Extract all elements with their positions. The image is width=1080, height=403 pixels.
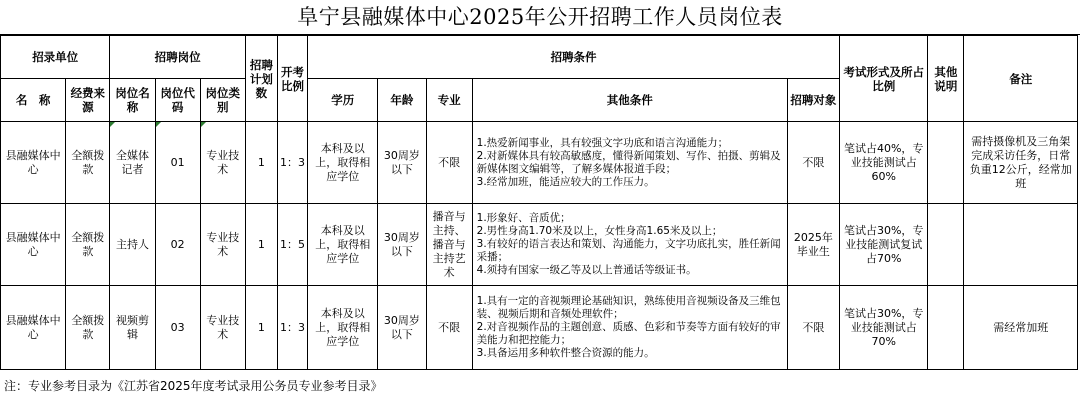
cell-other-conditions (472, 122, 787, 204)
table-row (1, 286, 1078, 370)
cell-education: 本科及以上，取得相应学位 (308, 286, 378, 370)
cell-funding: 全额拨款 (66, 286, 110, 370)
header-exam-ratio: 开考比例 (277, 36, 307, 122)
cell-ratio: 1：5 (277, 204, 307, 286)
cell-major: 不限 (426, 286, 472, 370)
cell-post-name: 主持人 (110, 204, 155, 286)
header-post-name: 岗位名称 (110, 79, 155, 122)
cell-target: 不限 (787, 122, 839, 204)
header-exam-form: 考试形式及所占比例 (840, 36, 928, 122)
condition-line: 2.男性身高1.70米及以上，女性身高1.65米及以上； (476, 225, 723, 237)
header-name: 名 称 (1, 79, 66, 122)
condition-line: 1.具有一定的音视频理论基础知识，熟练使用音视频设备及三维包装、视频后期和音频处理软件； (476, 295, 781, 320)
cell-remarks: 需经常加班 (964, 286, 1078, 370)
cell-remarks: 需持摄像机及三角架完成采访任务，日常负重12公斤，经常加班 (964, 122, 1078, 204)
condition-line: 3.经常加班，能适应较大的工作压力。 (476, 175, 655, 188)
cell-post-name: 视频剪辑 (110, 286, 155, 370)
cell-major: 不限 (426, 122, 472, 204)
condition-line: 2.对新媒体具有较高敏感度，懂得新闻策划、写作、拍摄、剪辑及新媒体图文编辑等，了解多媒体报道手段； (476, 149, 781, 175)
header-other-cond: 其他条件 (472, 79, 787, 122)
cell-post-type: 专业技术 (200, 286, 245, 370)
header-conditions: 招聘条件 (308, 36, 840, 79)
cell-post-code: 02 (155, 204, 200, 286)
header-age: 年龄 (378, 79, 426, 122)
cell-age: 30周岁以下 (378, 204, 426, 286)
cell-other-conditions (472, 204, 787, 286)
cell-post-name: 全媒体记者 (110, 122, 155, 204)
header-funding: 经费来源 (66, 79, 110, 122)
cell-unit: 县融媒体中心 (1, 286, 66, 370)
condition-line: 1.形象好、音质优； (476, 212, 571, 224)
cell-exam-form: 笔试占30%，专业技能测试占70% (840, 286, 928, 370)
header-row-1 (1, 36, 1078, 79)
header-post-code: 岗位代码 (155, 79, 200, 122)
cell-plan: 1 (245, 122, 277, 204)
page-title: 阜宁县融媒体中心2025年公开招聘工作人员岗位表 (297, 5, 783, 29)
cell-unit: 县融媒体中心 (1, 122, 66, 204)
cell-post-code: 01 (155, 122, 200, 204)
header-target: 招聘对象 (787, 79, 839, 122)
header-other-note: 其他说明 (928, 36, 964, 122)
condition-line: 2.对音视频作品的主题创意、质感、色彩和节奏等方面有较好的审美能力和把控能力； (476, 321, 781, 346)
cell-major: 播音与主持、播音与主持艺术 (426, 204, 472, 286)
cell-post-type: 专业技术 (200, 204, 245, 286)
cell-other-note (928, 204, 964, 286)
cell-other-conditions (472, 286, 787, 370)
cell-age: 30周岁以下 (378, 122, 426, 204)
cell-plan: 1 (245, 286, 277, 370)
header-recruit-post: 招聘岗位 (110, 36, 245, 79)
cell-post-code: 03 (155, 286, 200, 370)
cell-education: 本科及以上，取得相应学位 (308, 122, 378, 204)
header-major: 专业 (426, 79, 472, 122)
cell-age: 30周岁以下 (378, 286, 426, 370)
condition-line: 4.须持有国家一级乙等及以上普通话等级证书。 (476, 264, 697, 276)
cell-exam-form: 笔试占40%，专业技能测试占60% (840, 122, 928, 204)
header-recruit-unit: 招录单位 (1, 36, 110, 79)
recruitment-table (0, 35, 1078, 370)
condition-line: 1.热爱新闻事业，具有较强文字功底和语言沟通能力； (476, 136, 729, 149)
cell-remarks (964, 204, 1078, 286)
header-education: 学历 (308, 79, 378, 122)
condition-line: 3.具备运用多种软件整合资源的能力。 (476, 347, 655, 359)
table-row (1, 122, 1078, 204)
cell-other-note (928, 122, 964, 204)
header-plan-count: 招聘计划数 (245, 36, 277, 122)
header-post-type: 岗位类别 (200, 79, 245, 122)
cell-ratio: 1：3 (277, 122, 307, 204)
footnote: 注：专业参考目录为《江苏省2025年度考试录用公务员专业参考目录》 (4, 379, 383, 393)
condition-line: 3.有较好的语言表达和策划、沟通能力，文字功底扎实，胜任新闻采播； (476, 238, 781, 263)
cell-post-type: 专业技术 (200, 122, 245, 204)
cell-ratio: 1：3 (277, 286, 307, 370)
cell-education: 本科及以上，取得相应学位 (308, 204, 378, 286)
cell-funding: 全额拨款 (66, 122, 110, 204)
table-row (1, 204, 1078, 286)
cell-other-note (928, 286, 964, 370)
cell-target: 2025年毕业生 (787, 204, 839, 286)
cell-unit: 县融媒体中心 (1, 204, 66, 286)
cell-exam-form: 笔试占30%，专业技能测试复试占70% (840, 204, 928, 286)
header-remarks: 备注 (964, 36, 1078, 122)
cell-plan: 1 (245, 204, 277, 286)
cell-funding: 全额拨款 (66, 204, 110, 286)
cell-target: 不限 (787, 286, 839, 370)
